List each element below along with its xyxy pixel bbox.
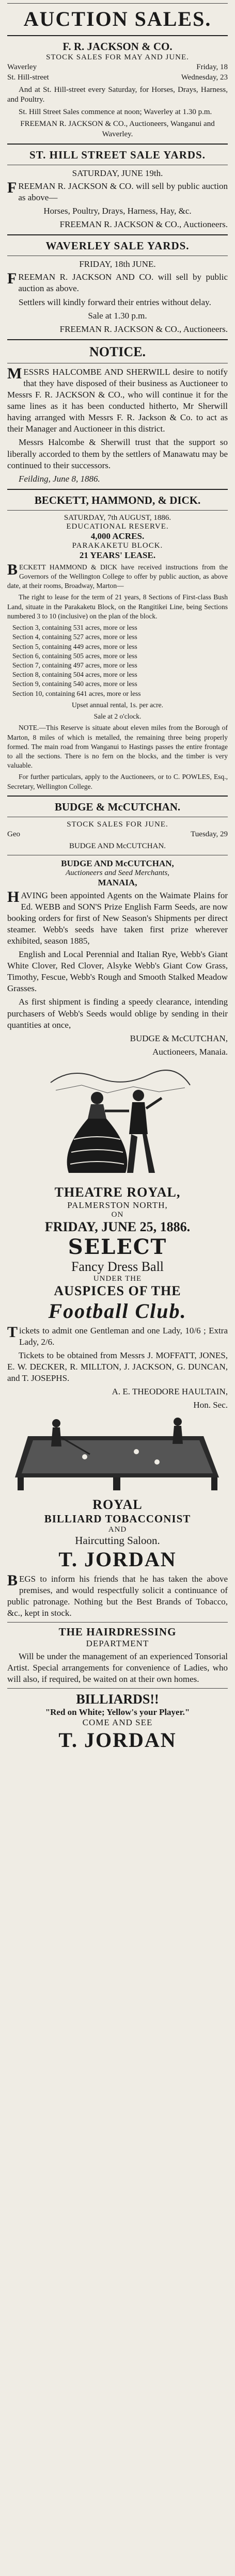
budge-para-2: English and Local Perennial and Italian Rye, Webb's Giant White Clover, Red Clover, Alsyke Webb's Giant Cow Grass, Timothy, Fescue, Webb's Rough and Smooth Stalked Meadow Grasses.: [7, 949, 228, 994]
auction-footer: FREEMAN R. JACKSON & CO., Auctioneers, Wanganui and Waverley.: [20, 120, 215, 138]
sched-2-right: Wednesday, 23: [181, 73, 228, 82]
auction-note-1: And at St. Hill-street every Saturday, for Horses, Drays, Harness, and Poultry.: [7, 85, 228, 104]
beckett-para-2: The right to lease for the term of 21 years, 8 Sections of First-class Bush Land, situate in the Parakaketu Block, on the Rangitikei Line, being Sections numbered 3 to 10 (inclusive) on the plan of the block.: [7, 593, 228, 620]
sthill-title: ST. HILL STREET SALE YARDS.: [29, 149, 206, 161]
notice-section: [7, 344, 228, 490]
sthill-body-2: Horses, Poultry, Drays, Harness, Hay, &c.: [43, 206, 192, 216]
billiard-illustration: [7, 1416, 228, 1493]
budge-sig-2: BUDGE & McCUTCHAN,: [130, 1033, 228, 1043]
waverley-body-2: Settlers will kindly forward their entries without delay.: [19, 297, 211, 307]
budge-sig-3: Auctioneers, Manaia.: [152, 1046, 228, 1057]
sthill-sig: FREEMAN R. JACKSON & CO., Auctioneers.: [59, 219, 228, 230]
sched-1-right: Friday, 18: [196, 63, 228, 71]
theatre-club: Football Club.: [48, 1299, 187, 1323]
auction-section: [7, 3, 228, 145]
budge-sig-1: BUDGE AND McCUTCHAN.: [69, 842, 166, 851]
budge-geo: Geo: [7, 830, 20, 838]
theatre-auspices: AUSPICES OF THE: [54, 1283, 181, 1298]
beckett-acres: 4,000 ACRES.: [90, 531, 145, 541]
beckett-section: [7, 494, 228, 797]
section-row: Section 3, containing 531 acres, more or less: [12, 624, 137, 632]
beckett-rental: Upset annual rental, 1s. per acre.: [72, 701, 163, 709]
notice-para-2: Messrs Halcombe & Sherwill trust that the support so liberally accorded to them by the settlers of Manawatu may be continued to their successors.: [7, 437, 228, 470]
royal-name: T. JORDAN: [58, 1547, 177, 1571]
budge-para-3: As first shipment is finding a speedy clearance, intending purchasers of Webb's Seeds would oblige by sending in their quantities at once,: [7, 997, 228, 1030]
section-row: Section 9, containing 540 acres, more or less: [12, 680, 137, 688]
royal-dept: DEPARTMENT: [86, 1638, 149, 1648]
theatre-section: [7, 1185, 228, 1411]
stock-sales-title: STOCK SALES FOR MAY AND JUNE.: [46, 53, 189, 61]
budge-firm: BUDGE AND McCUTCHAN,: [61, 858, 174, 868]
budge-section: [7, 801, 228, 1058]
sched-1-left: Waverley: [7, 63, 37, 71]
royal-and: AND: [108, 1525, 127, 1534]
notice-date: Feilding, June 8, 1886.: [19, 473, 100, 484]
section-row: Section 4, containing 527 acres, more or less: [12, 633, 137, 641]
theatre-fancy: Fancy Dress Ball: [71, 1259, 164, 1274]
sthill-date: SATURDAY, JUNE 19th.: [72, 168, 163, 178]
royal-dept-title: THE HAIRDRESSING: [58, 1625, 177, 1638]
waverley-section: [7, 240, 228, 340]
auction-note-2: St. Hill Street Sales commence at noon; Waverley at 1.30 p.m.: [19, 107, 212, 116]
beckett-date: SATURDAY, 7th AUGUST, 1886.: [64, 513, 171, 522]
waverley-sig: FREEMAN R. JACKSON & CO., Auctioneers.: [59, 324, 228, 334]
royal-billiards: BILLIARDS!!: [76, 1692, 159, 1707]
sched-2-left: St. Hill-street: [7, 73, 49, 82]
budge-place: MANAIA,: [98, 877, 137, 887]
budge-desc: Auctioneers and Seed Merchants,: [65, 868, 170, 877]
royal-red: "Red on White; Yellow's your Player.": [45, 1707, 190, 1718]
section-row: Section 10, containing 641 acres, more or less: [12, 689, 141, 697]
budge-tue: Tuesday, 29: [191, 830, 228, 838]
sthill-section: [7, 149, 228, 235]
beckett-reserve: EDUCATIONAL RESERVE.: [66, 522, 169, 531]
waverley-body-1: FREEMAN R. JACKSON AND CO. will sell by public auction as above.: [7, 270, 228, 294]
sthill-body-1: FREEMAN R. JACKSON & CO. will sell by public auction as above—: [7, 179, 228, 203]
beckett-note: NOTE.—This Reserve is situate about eleven miles from the Borough of Marton, 8 miles of which is metalled, the remaining three being properly formed. The main road from Wanganui to Hastings passes the entire frontage to all the sections. There is no fern on the blocks, and the timber is very valuable.: [7, 724, 228, 770]
theatre-para-1: Tickets to admit one Gentleman and one Lady, 10/6 ; Extra Lady, 2/6.: [7, 1323, 228, 1347]
beckett-lease: 21 YEARS' LEASE.: [79, 550, 156, 560]
beckett-title: BECKETT, HAMMOND, & DICK.: [34, 494, 201, 506]
royal-come: COME AND SEE: [82, 1718, 153, 1728]
budge-stock: STOCK SALES FOR JUNE.: [67, 820, 168, 829]
royal-title: ROYAL: [92, 1497, 143, 1512]
theatre-date: FRIDAY, JUNE 25, 1886.: [44, 1219, 191, 1234]
royal-name-2: T. JORDAN: [58, 1728, 177, 1752]
theatre-sig-2: Hon. Sec.: [193, 1400, 228, 1410]
section-row: Section 7, containing 497 acres, more or less: [12, 661, 137, 669]
schedule: [7, 62, 228, 83]
beckett-sale: Sale at 2 o'clock.: [93, 712, 142, 721]
budge-schedule: [7, 829, 228, 839]
theatre-title: THEATRE ROYAL,: [54, 1184, 181, 1200]
budge-para-1: HAVING been appointed Agents on the Waimate Plains for Ed. WEBB and SON'S Prize English Farm Seeds, are now booking orders for first of New Season's Shipments per direct steamer. Webb's seeds have taken first prize wherever exhibited, season 1885,: [7, 888, 228, 946]
beckett-para-1: BECKETT HAMMOND & DICK have received instructions from the Governors of the Wellington College to offer by public auction, as above date, at their rooms, Broadway, Marton—: [7, 561, 228, 590]
royal-para-1: BEGS to inform his friends that he has taken the above premises, and would respectfully solicit a continuance of public patronage. Nothing but the Best Brands of Tobacco, &c., kept in stock.: [7, 1571, 228, 1618]
notice-para-1: MESSRS HALCOMBE AND SHERWILL desire to notify that they have disposed of their business as Auctioneer to Messrs F. R. JACKSON & CO., who will continue it for the same lines as it has been conducted hitherto, Mr Sherwill having arranged with Messrs F. R. Jackson & Co. to act as their Manager and Auctioneer in this district.: [7, 364, 228, 434]
section-row: Section 5, containing 449 acres, more or less: [12, 642, 137, 650]
theatre-under: UNDER THE: [93, 1274, 142, 1283]
auction-header: AUCTION SALES.: [23, 7, 212, 30]
dancers-illustration: [40, 1062, 195, 1181]
budge-title: BUDGE & McCUTCHAN.: [54, 800, 181, 813]
notice-title: NOTICE.: [89, 344, 146, 359]
section-row: Section 8, containing 504 acres, more or less: [12, 671, 137, 679]
royal-section: [7, 1497, 228, 1753]
theatre-place: PALMERSTON NORTH,: [67, 1200, 168, 1210]
royal-para-2: Will be under the management of an experienced Tonsorial Artist. Special arrangements for convenience of Ladies, who will also, if required, be waited on at their own homes.: [7, 1651, 228, 1684]
beckett-block: PARAKAKETU BLOCK.: [72, 541, 163, 550]
theatre-para-2: Tickets to be obtained from Messrs J. MOFFATT, JONES, E. W. DECKER, R. MILLTON, J. JACKSON, G. DUNCAN, and T. JOSEPHS.: [7, 1350, 228, 1384]
section-row: Section 6, containing 505 acres, more or less: [12, 651, 137, 660]
beckett-sections-list: [7, 623, 228, 698]
beckett-particulars: For further particulars, apply to the Auctioneers, or to C. POWLES, Esq., Secretary, Wellington College.: [7, 773, 228, 790]
royal-hair: Haircutting Saloon.: [75, 1534, 160, 1547]
fr-jackson-name: F. R. JACKSON & CO.: [62, 40, 173, 53]
royal-billiard: BILLIARD TOBACCONIST: [44, 1512, 191, 1525]
waverley-body-3: Sale at 1.30 p.m.: [88, 310, 147, 321]
waverley-title: WAVERLEY SALE YARDS.: [45, 240, 190, 252]
theatre-select: SELECT: [68, 1234, 167, 1259]
theatre-on: ON: [111, 1210, 124, 1219]
waverley-date: FRIDAY, 18th JUNE.: [79, 259, 156, 269]
theatre-sig-1: A. E. THEODORE HAULTAIN,: [112, 1387, 228, 1397]
